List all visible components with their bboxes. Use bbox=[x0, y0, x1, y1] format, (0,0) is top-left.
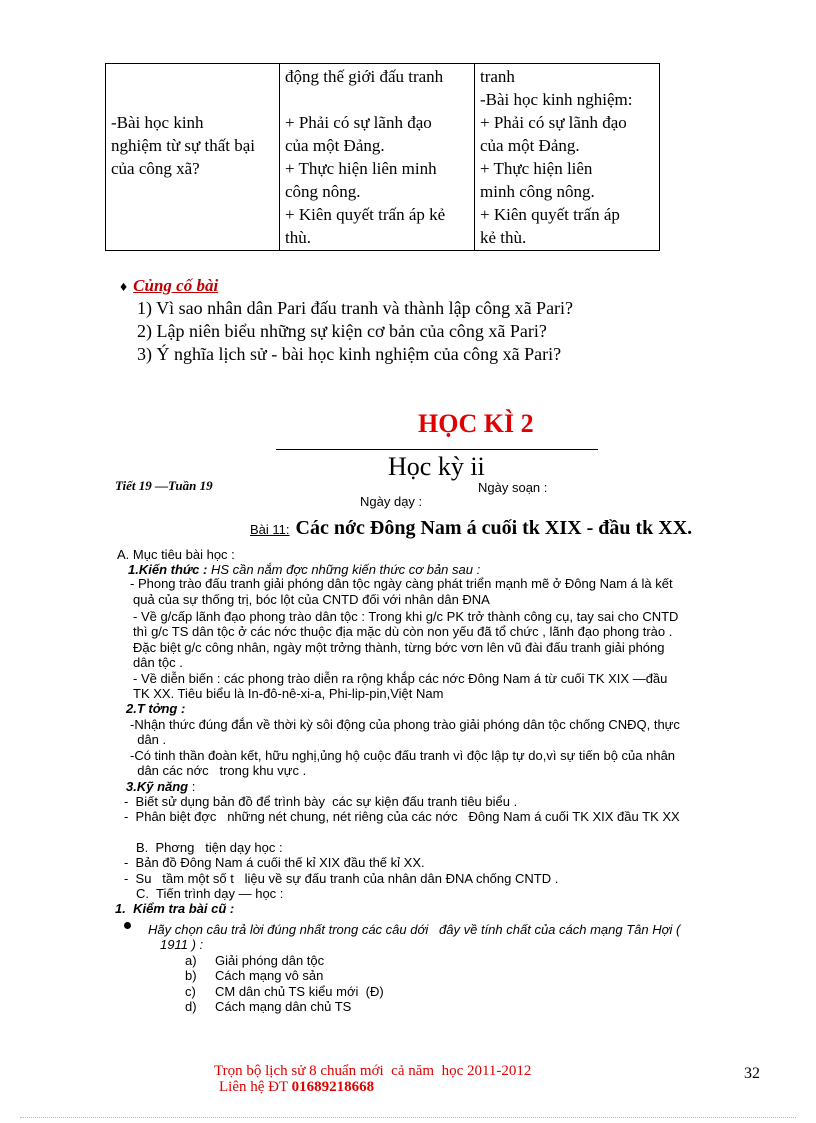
knowledge-line: - Phong trào đấu tranh giải phóng dân tộc ngày càng phát triển mạnh mẽ ở Đông Nam á là kết bbox=[130, 576, 673, 591]
cell-line: + Kiên quyết trấn áp kẻ bbox=[285, 205, 446, 224]
cell-line: + Phải có sự lãnh đạo bbox=[285, 113, 432, 132]
knowledge-line: - Về diễn biến : các phong trào diễn ra rộng khắp các nớc Đông Nam á từ cuối TK XIX —đầu bbox=[133, 671, 668, 686]
knowledge-line: thì g/c TS dân tộc ở các nớc thuộc địa mặc dù còn non yếu đã tổ chức , lãnh đạo phong trào . bbox=[133, 624, 673, 639]
option-key: b) bbox=[185, 968, 197, 983]
lesson-title-text: Các nớc Đông Nam á cuối tk XIX - đầu tk XX. bbox=[295, 517, 693, 539]
semester-heading: HỌC KÌ 2 bbox=[418, 409, 534, 438]
cell-line: công nông. bbox=[285, 182, 361, 201]
footer-promo: Trọn bộ lịch sử 8 chuẩn mới cả năm học 2011-2012 bbox=[214, 1063, 532, 1079]
option-text: Cách mạng vô sản bbox=[215, 968, 324, 983]
lesson-table bbox=[105, 63, 660, 251]
option-key: c) bbox=[185, 984, 196, 999]
cell-line: thù. bbox=[285, 228, 311, 247]
prep-date: Ngày soạn : bbox=[478, 480, 548, 495]
skills-colon: : bbox=[188, 779, 196, 794]
skills-line: - Phân biệt đợc những nét chung, nét riêng của các nớc Đông Nam á cuối TK XIX đầu TK XX bbox=[124, 809, 680, 824]
divider bbox=[276, 449, 598, 450]
cell-line: động thế giới đấu tranh bbox=[285, 67, 444, 86]
table-cell-answer-1 bbox=[280, 64, 475, 251]
option-text: CM dân chủ TS kiểu mới (Đ) bbox=[215, 984, 384, 999]
option-text: Giải phóng dân tộc bbox=[215, 953, 325, 968]
cung-co-title: Củng cố bài bbox=[133, 276, 219, 295]
footer-phone: 01689218668 bbox=[291, 1079, 375, 1095]
option-key: d) bbox=[185, 999, 197, 1014]
question-stem: Hãy chọn câu trả lời đúng nhất trong các câu dới đây về tính chất của cách mạng Tân Hợi ( bbox=[148, 922, 681, 937]
page-number: 32 bbox=[744, 1065, 760, 1082]
cell-line: của công xã? bbox=[111, 159, 200, 178]
knowledge-label: 1.Kiến thức : bbox=[128, 562, 208, 577]
teach-date: Ngày dạy : bbox=[360, 494, 423, 509]
lesson-number: Bài 11: bbox=[250, 522, 290, 537]
bullet-dot-icon bbox=[124, 922, 131, 929]
cell-line: -Bài học kinh bbox=[111, 113, 204, 132]
section-c: C. Tiến trình dạy — học : bbox=[136, 886, 284, 901]
review-question: 3) Ý nghĩa lịch sử - bài học kinh nghiệm của công xã Pari? bbox=[137, 344, 562, 364]
cell-line: -Bài học kinh nghiệm: bbox=[480, 90, 633, 109]
table-cell-answer-2 bbox=[475, 64, 660, 251]
cell-line: kẻ thù. bbox=[480, 228, 527, 247]
cell-line: + Thực hiện liên minh bbox=[285, 159, 437, 178]
attitude-line: -Nhận thức đúng đắn về thời kỳ sôi động của phong trào giải phóng dân tộc chống CNĐQ, thực bbox=[130, 717, 680, 732]
cell-line: + Kiên quyết trấn áp bbox=[480, 205, 620, 224]
skills-line: - Biết sử dụng bản đồ để trình bày các sự kiện đấu tranh tiêu biểu . bbox=[124, 794, 518, 809]
knowledge-line: - Về g/cấp lãnh đạo phong trào dân tộc : Trong khi g/c PK trở thành công cụ, tay sai cho CNTD bbox=[133, 609, 679, 624]
knowledge-line: Đặc biệt g/c công nhân, ngày một trởng thành, từng bớc vơn lên vũ đài đấu tranh giải phóng bbox=[133, 640, 665, 655]
option-key: a) bbox=[185, 953, 197, 968]
cell-line: minh công nông. bbox=[480, 182, 595, 201]
review-heading: 1. Kiểm tra bài cũ : bbox=[115, 901, 235, 916]
materials-line: - Bản đồ Đông Nam á cuối thế kỉ XIX đầu thế kỉ XX. bbox=[124, 855, 425, 870]
footer-divider bbox=[20, 1117, 796, 1118]
knowledge-intro: HS cần nắm đợc những kiến thức cơ bản sau : bbox=[207, 562, 481, 577]
cell-line: của một Đảng. bbox=[285, 136, 385, 155]
question-stem: 1911 ) : bbox=[160, 937, 204, 952]
diamond-bullet-icon: ♦ bbox=[120, 280, 128, 295]
option-text: Cách mạng dân chủ TS bbox=[215, 999, 352, 1014]
review-question: 2) Lập niên biểu những sự kiện cơ bản của công xã Pari? bbox=[137, 321, 547, 341]
section-b: B. Phơng tiện dạy học : bbox=[136, 840, 283, 855]
footer-contact-label: Liên hệ ĐT bbox=[219, 1079, 292, 1095]
knowledge-line: quả của sự thống trị, bóc lột của CNTD đối với nhân dân ĐNA bbox=[133, 592, 490, 607]
cell-spacer bbox=[285, 88, 469, 111]
attitude-line: dân . bbox=[130, 732, 167, 747]
review-question: 1) Vì sao nhân dân Pari đấu tranh và thành lập công xã Pari? bbox=[137, 298, 574, 318]
knowledge-line: dân tộc . bbox=[133, 655, 183, 670]
cell-line: + Thực hiện liên bbox=[480, 159, 593, 178]
table-row bbox=[106, 64, 660, 251]
section-a: A. Mục tiêu bài học : bbox=[117, 547, 235, 562]
attitude-heading: 2.T tởng : bbox=[126, 701, 186, 716]
cell-line: + Phải có sự lãnh đạo bbox=[480, 113, 627, 132]
semester-subheading: Học kỳ ii bbox=[388, 452, 485, 481]
footer-contact bbox=[219, 1079, 374, 1096]
table-cell-question bbox=[106, 64, 280, 251]
knowledge-line: TK XX. Tiêu biểu là In-đô-nê-xi-a, Phi-lip-pin,Việt Nam bbox=[133, 686, 444, 701]
cung-co-heading bbox=[120, 276, 218, 296]
period-label: Tiết 19 —Tuần 19 bbox=[115, 478, 213, 493]
attitude-line: dân các nớc trong khu vực . bbox=[130, 763, 307, 778]
cell-line: nghiệm từ sự thất bại bbox=[111, 136, 256, 155]
materials-line: - Su tầm một số t liệu về sự đấu tranh của nhân dân ĐNA chống CNTD . bbox=[124, 871, 559, 886]
lesson-title bbox=[250, 517, 692, 540]
cell-line: tranh bbox=[480, 67, 515, 86]
attitude-line: -Có tinh thần đoàn kết, hữu nghị,ủng hộ cuộc đấu tranh vì độc lập tự do,vì sự tiến bộ của nhân bbox=[130, 748, 676, 763]
cell-line: của một Đảng. bbox=[480, 136, 580, 155]
skills-label: 3.Kỹ năng bbox=[126, 779, 189, 794]
